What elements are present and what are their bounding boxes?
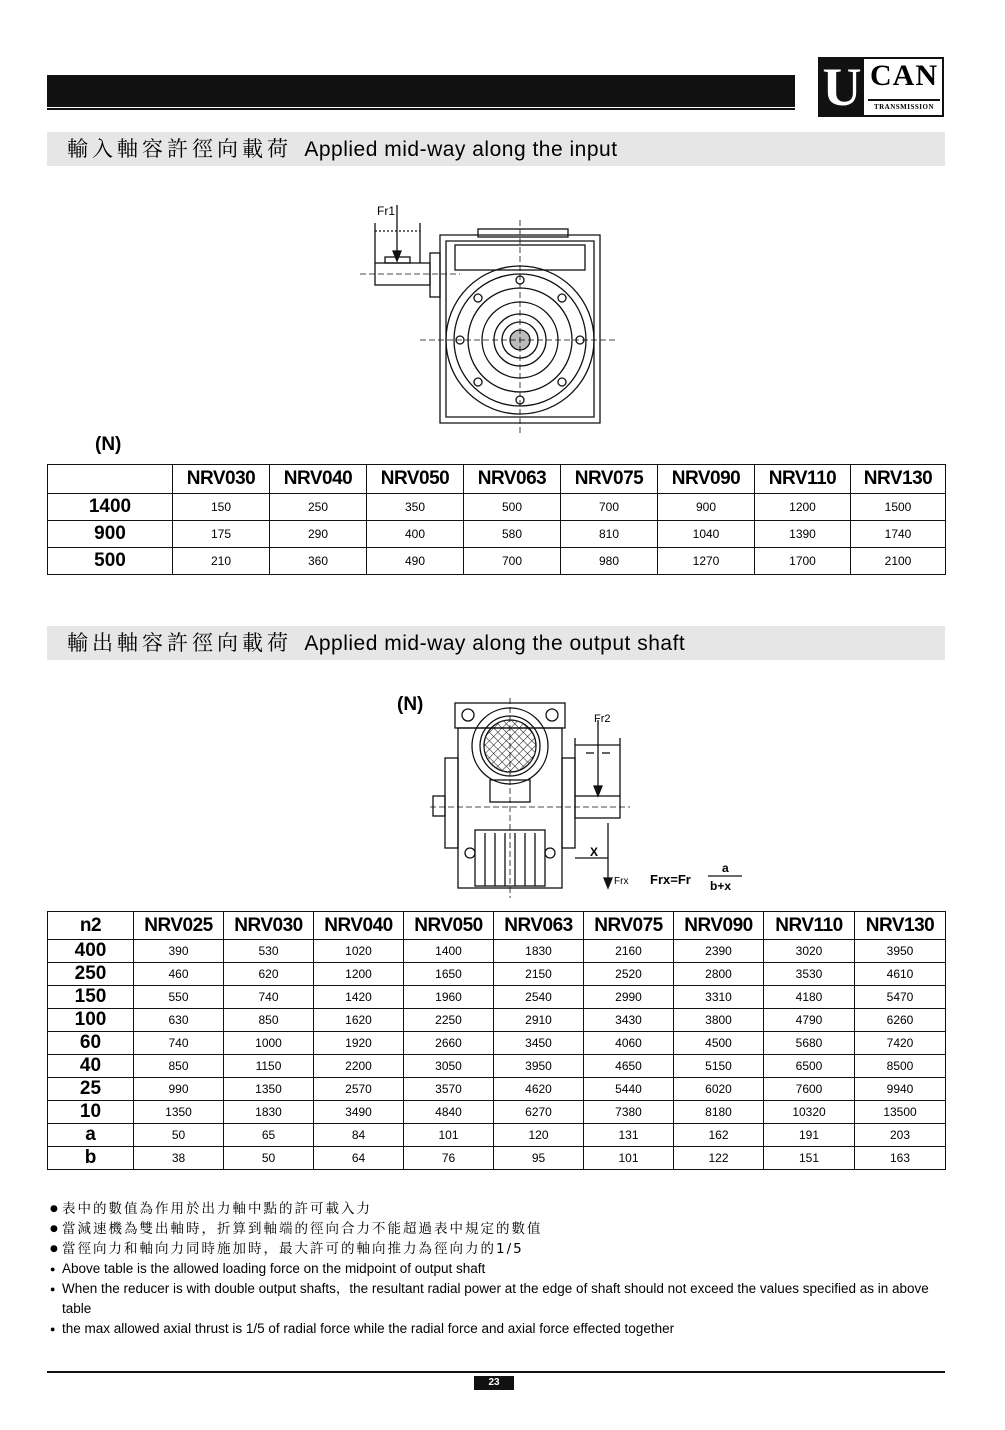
output-table-cell: 2540 [494, 986, 584, 1009]
output-row-label: 10 [48, 1101, 134, 1124]
output-row-label: a [48, 1124, 134, 1147]
output-table-cell: 64 [314, 1147, 404, 1170]
input-col-header: NRV050 [367, 465, 464, 494]
output-radial-load-table [47, 911, 946, 1170]
output-table-cell: 101 [584, 1147, 674, 1170]
output-table-cell: 3020 [764, 940, 855, 963]
output-force-label: Fr2 [594, 713, 611, 725]
input-table-cell: 150 [173, 494, 270, 521]
output-col-header: NRV030 [224, 912, 314, 940]
output-col-header: NRV040 [314, 912, 404, 940]
output-row-label: 250 [48, 963, 134, 986]
output-row-label: 40 [48, 1055, 134, 1078]
footer-rule [47, 1371, 945, 1373]
output-table-cell: 620 [224, 963, 314, 986]
note-item: ● the max allowed axial thrust is 1/5 of radial force while the radial force and axial force effected together [50, 1319, 950, 1339]
output-table-cell: 6500 [764, 1055, 855, 1078]
input-table-cell: 900 [658, 494, 755, 521]
output-table-cell: 7600 [764, 1078, 855, 1101]
output-table-cell: 4180 [764, 986, 855, 1009]
output-table-cell: 6020 [674, 1078, 764, 1101]
output-table-cell: 2520 [584, 963, 674, 986]
input-table-cell: 210 [173, 548, 270, 575]
output-col-header: NRV130 [855, 912, 946, 940]
output-table-cell: 5680 [764, 1032, 855, 1055]
output-table-cell: 1020 [314, 940, 404, 963]
input-col-header: NRV030 [173, 465, 270, 494]
output-table-cell: 101 [404, 1124, 494, 1147]
output-table-cell: 95 [494, 1147, 584, 1170]
output-table-cell: 2250 [404, 1009, 494, 1032]
formula-left: Frx=Fr [650, 872, 691, 887]
output-table-cell: 1350 [224, 1078, 314, 1101]
output-table-cell: 1650 [404, 963, 494, 986]
output-table-cell: 8180 [674, 1101, 764, 1124]
input-table-cell: 1700 [755, 548, 851, 575]
input-table-cell: 290 [270, 521, 367, 548]
input-table-cell: 360 [270, 548, 367, 575]
input-table-cell: 2100 [851, 548, 946, 575]
output-table-cell: 2570 [314, 1078, 404, 1101]
input-col-header: NRV090 [658, 465, 755, 494]
output-col-header: NRV075 [584, 912, 674, 940]
output-table-cell: 5440 [584, 1078, 674, 1101]
output-table-cell: 9940 [855, 1078, 946, 1101]
note-item: ● 表中的數值為作用於出力軸中點的許可載入力 [50, 1199, 950, 1219]
section-output-title [47, 626, 945, 660]
output-table-cell: 1200 [314, 963, 404, 986]
input-table-cell: 1390 [755, 521, 851, 548]
output-table-cell: 84 [314, 1124, 404, 1147]
output-table-cell: 3050 [404, 1055, 494, 1078]
input-shaft-diagram [360, 195, 630, 440]
brand-logo [818, 57, 944, 117]
output-table-cell: 3310 [674, 986, 764, 1009]
output-table-cell: 162 [674, 1124, 764, 1147]
input-col-header [48, 465, 173, 494]
output-table-cell: 5470 [855, 986, 946, 1009]
output-table-cell: 1920 [314, 1032, 404, 1055]
output-table-cell: 550 [134, 986, 224, 1009]
note-item: ● Above table is the allowed loading force on the midpoint of output shaft [50, 1259, 950, 1279]
output-table-row [48, 1078, 946, 1101]
section-input-title [47, 132, 945, 166]
output-table-cell: 990 [134, 1078, 224, 1101]
output-table-cell: 203 [855, 1124, 946, 1147]
output-table-cell: 151 [764, 1147, 855, 1170]
output-table-row [48, 963, 946, 986]
output-table-cell: 2150 [494, 963, 584, 986]
output-table-cell: 1960 [404, 986, 494, 1009]
input-col-header: NRV110 [755, 465, 851, 494]
output-table-cell: 7420 [855, 1032, 946, 1055]
output-row-label: 100 [48, 1009, 134, 1032]
output-table-cell: 3490 [314, 1101, 404, 1124]
header-bar [47, 75, 795, 107]
section-output-title-zh: 輸出軸容許徑向載荷 [67, 631, 292, 655]
output-table-cell: 460 [134, 963, 224, 986]
input-table-row [48, 494, 946, 521]
output-row-label: 60 [48, 1032, 134, 1055]
output-table-row [48, 986, 946, 1009]
input-table-cell: 1500 [851, 494, 946, 521]
output-table-cell: 163 [855, 1147, 946, 1170]
output-table-row [48, 940, 946, 963]
input-table-cell: 490 [367, 548, 464, 575]
output-table-cell: 3950 [494, 1055, 584, 1078]
output-table-cell: 390 [134, 940, 224, 963]
output-table-cell: 122 [674, 1147, 764, 1170]
output-table-cell: 850 [224, 1009, 314, 1032]
section-input-title-zh: 輸入軸容許徑向載荷 [67, 137, 292, 161]
output-table-row [48, 1147, 946, 1170]
output-table-cell: 1000 [224, 1032, 314, 1055]
output-table-cell: 2910 [494, 1009, 584, 1032]
section-input-title-en: Applied mid-way along the input [304, 138, 618, 161]
output-table-row [48, 1124, 946, 1147]
input-table-cell: 350 [367, 494, 464, 521]
output-table-cell: 2660 [404, 1032, 494, 1055]
note-item: ● 當減速機為雙出軸時，折算到軸端的徑向合力不能超過表中規定的數值 [50, 1219, 950, 1239]
output-row-label: 150 [48, 986, 134, 1009]
input-col-header: NRV040 [270, 465, 367, 494]
output-table-cell: 530 [224, 940, 314, 963]
output-row-label: 25 [48, 1078, 134, 1101]
logo-mark: U [820, 59, 864, 115]
output-table-cell: 5150 [674, 1055, 764, 1078]
output-table-cell: 3950 [855, 940, 946, 963]
input-table-cell: 1040 [658, 521, 755, 548]
output-col-header: NRV050 [404, 912, 494, 940]
output-col-header: NRV090 [674, 912, 764, 940]
logo-name: CAN [870, 59, 938, 92]
note-item: ● When the reducer is with double output shafts，the resultant radial power at the edge of shaft should not exceed the values specified as in above table [50, 1279, 950, 1319]
output-table-cell: 4500 [674, 1032, 764, 1055]
output-col-header: NRV110 [764, 912, 855, 940]
input-col-header: NRV063 [464, 465, 561, 494]
output-table-cell: 1420 [314, 986, 404, 1009]
output-table-cell: 6270 [494, 1101, 584, 1124]
input-table-cell: 1740 [851, 521, 946, 548]
output-table-cell: 2200 [314, 1055, 404, 1078]
output-diagram-unit: (N) [397, 694, 424, 715]
output-table-cell: 4840 [404, 1101, 494, 1124]
output-table-cell: 2390 [674, 940, 764, 963]
output-table-cell: 630 [134, 1009, 224, 1032]
input-row-label: 1400 [48, 494, 173, 521]
output-table-cell: 1620 [314, 1009, 404, 1032]
input-col-header: NRV130 [851, 465, 946, 494]
output-table-cell: 1350 [134, 1101, 224, 1124]
input-table-cell: 580 [464, 521, 561, 548]
output-table-cell: 1830 [224, 1101, 314, 1124]
output-table-cell: 850 [134, 1055, 224, 1078]
input-table-cell: 810 [561, 521, 658, 548]
input-table-cell: 400 [367, 521, 464, 548]
input-table-cell: 700 [561, 494, 658, 521]
header-rule [47, 108, 795, 110]
input-table-row [48, 548, 946, 575]
output-table-cell: 76 [404, 1147, 494, 1170]
note-item: ● 當徑向力和軸向力同時施加時，最大許可的軸向推力為徑向力的1/5 [50, 1239, 950, 1259]
input-force-label: Fr1 [377, 204, 395, 218]
input-table-cell: 175 [173, 521, 270, 548]
output-table-cell: 6260 [855, 1009, 946, 1032]
output-table-cell: 50 [134, 1124, 224, 1147]
output-table-cell: 191 [764, 1124, 855, 1147]
output-col-header: n2 [48, 912, 134, 940]
output-table-header [48, 912, 946, 940]
logo-subtitle: TRANSMISSION [868, 99, 940, 111]
output-table-cell: 3800 [674, 1009, 764, 1032]
output-table-cell: 3450 [494, 1032, 584, 1055]
output-table-cell: 13500 [855, 1101, 946, 1124]
output-table-cell: 2990 [584, 986, 674, 1009]
output-table-cell: 740 [134, 1032, 224, 1055]
output-table-cell: 120 [494, 1124, 584, 1147]
input-table-unit: (N) [95, 434, 122, 455]
notes-list [50, 1199, 950, 1339]
output-table-cell: 3570 [404, 1078, 494, 1101]
output-table-row [48, 1101, 946, 1124]
formula-denominator: b+x [710, 879, 732, 893]
frx-label: Frx [614, 876, 629, 887]
output-table-cell: 1830 [494, 940, 584, 963]
input-table-row [48, 521, 946, 548]
output-table-row [48, 1055, 946, 1078]
output-table-cell: 1150 [224, 1055, 314, 1078]
output-table-cell: 50 [224, 1147, 314, 1170]
input-row-label: 900 [48, 521, 173, 548]
output-table-cell: 10320 [764, 1101, 855, 1124]
output-table-cell: 4620 [494, 1078, 584, 1101]
formula-numerator: a [722, 861, 729, 875]
input-table-cell: 250 [270, 494, 367, 521]
page-number: 23 [474, 1376, 514, 1390]
input-col-header: NRV075 [561, 465, 658, 494]
output-table-cell: 1400 [404, 940, 494, 963]
input-table-cell: 980 [561, 548, 658, 575]
output-table-cell: 131 [584, 1124, 674, 1147]
input-row-label: 500 [48, 548, 173, 575]
input-table-cell: 1200 [755, 494, 851, 521]
output-table-row [48, 1032, 946, 1055]
output-table-cell: 7380 [584, 1101, 674, 1124]
section-output-title-en: Applied mid-way along the output shaft [304, 632, 686, 655]
input-radial-load-table [47, 464, 946, 575]
output-table-cell: 4060 [584, 1032, 674, 1055]
output-table-cell: 65 [224, 1124, 314, 1147]
output-table-cell: 4610 [855, 963, 946, 986]
output-table-cell: 3430 [584, 1009, 674, 1032]
offset-x-label: X [590, 845, 599, 859]
input-table-header [48, 465, 946, 494]
output-table-cell: 3530 [764, 963, 855, 986]
output-col-header: NRV025 [134, 912, 224, 940]
input-table-cell: 1270 [658, 548, 755, 575]
output-table-cell: 740 [224, 986, 314, 1009]
output-table-row [48, 1009, 946, 1032]
output-row-label: 400 [48, 940, 134, 963]
output-table-cell: 4650 [584, 1055, 674, 1078]
output-table-cell: 2160 [584, 940, 674, 963]
input-table-cell: 700 [464, 548, 561, 575]
input-table-cell: 500 [464, 494, 561, 521]
output-table-cell: 8500 [855, 1055, 946, 1078]
output-table-cell: 4790 [764, 1009, 855, 1032]
output-col-header: NRV063 [494, 912, 584, 940]
output-shaft-diagram [430, 698, 760, 898]
output-table-cell: 2800 [674, 963, 764, 986]
output-table-cell: 38 [134, 1147, 224, 1170]
output-row-label: b [48, 1147, 134, 1170]
